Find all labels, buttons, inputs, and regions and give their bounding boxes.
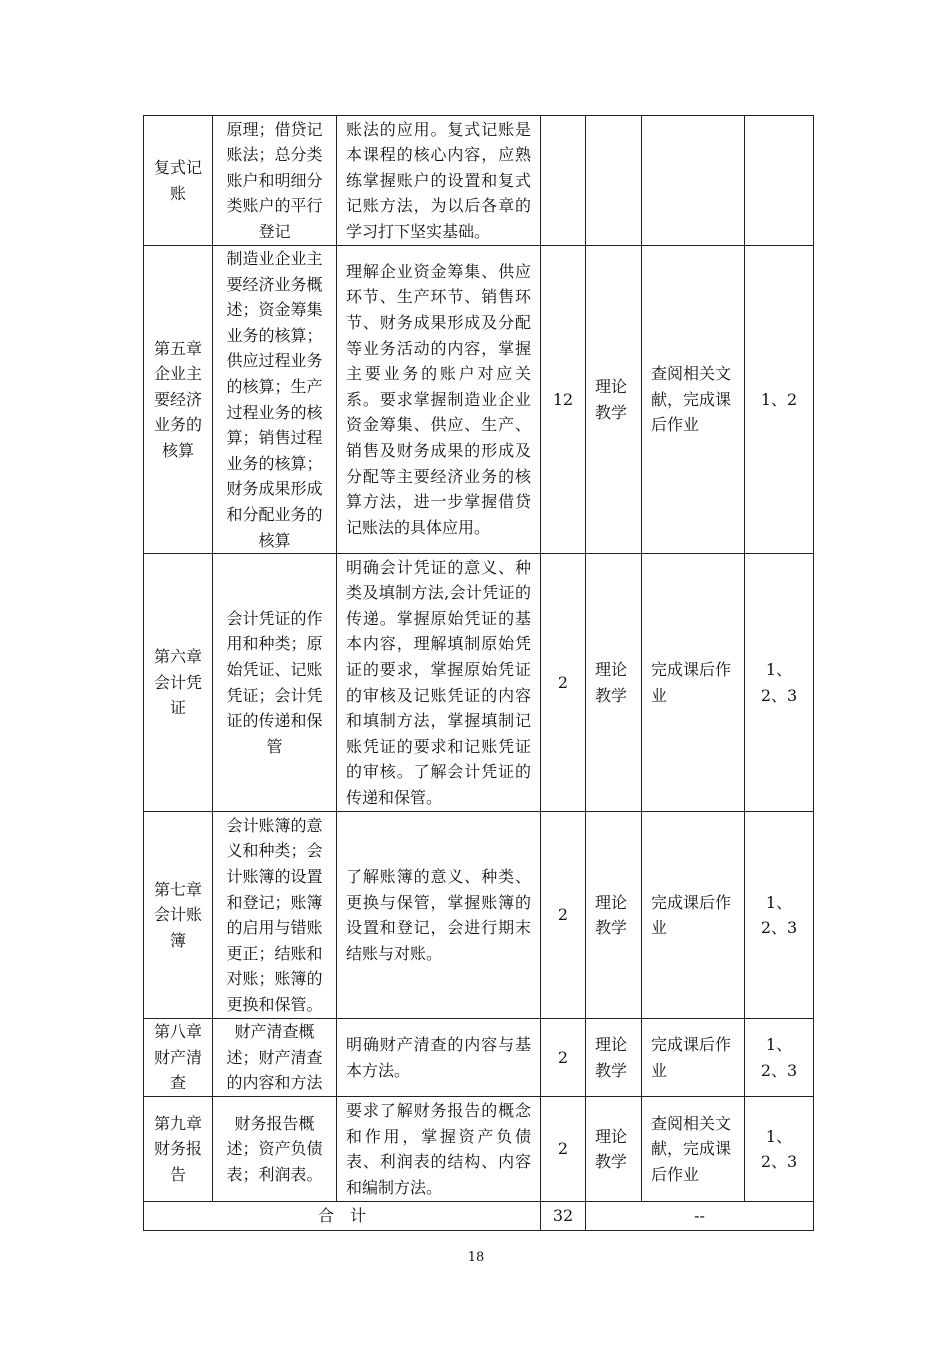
topics-cell: 财产清查概述；财产清查的内容和方法 [213,1019,337,1097]
hours-cell [541,116,586,246]
assignment-cell: 完成课后作业 [642,554,745,812]
table-row [144,116,814,246]
assignment-cell: 查阅相关文献，完成课后作业 [642,1097,745,1202]
assignment-cell: 查阅相关文献，完成课后作业 [642,246,745,554]
table-row [144,246,814,554]
objectives-cell: 1、2 [745,246,814,554]
topics-cell: 制造业企业主要经济业务概述；资金筹集业务的核算；供应过程业务的核算；生产过程业务的核算；销售过程业务的核算；财务成果形成和分配业务的核算 [213,246,337,554]
objectives-cell [745,116,814,246]
objectives-cell: 1、2、3 [745,1019,814,1097]
method-cell: 理论教学 [586,1097,642,1202]
method-cell: 理论教学 [586,246,642,554]
table-row [144,812,814,1019]
method-cell: 理论教学 [586,1019,642,1097]
topics-cell: 会计凭证的作用和种类；原始凭证、记账凭证；会计凭证的传递和保管 [213,554,337,812]
requirements-cell: 明确会计凭证的意义、种类及填制方法,会计凭证的传递。掌握原始凭证的基本内容，理解填制原始凭证的要求，掌握原始凭证的审核及记账凭证的内容和填制方法，掌握填制记账凭证的要求和记账凭证的审核。了解会计凭证的传递和保管。 [337,554,541,812]
table-row [144,1019,814,1097]
total-row [144,1202,814,1231]
hours-cell: 12 [541,246,586,554]
method-cell: 理论教学 [586,812,642,1019]
requirements-cell: 理解企业资金筹集、供应环节、生产环节、销售环节、财务成果形成及分配等业务活动的内容，掌握主要业务的账户对应关系。要求掌握制造业企业资金筹集、供应、生产、销售及财务成果的形成及分配等主要经济业务的核算方法，进一步掌握借贷记账法的具体应用。 [337,246,541,554]
chapter-cell: 第八章财产清查 [144,1019,213,1097]
objectives-cell: 1、2、3 [745,554,814,812]
topics-cell: 财务报告概述；资产负债表；利润表。 [213,1097,337,1202]
syllabus-table [143,115,814,1231]
objectives-cell: 1、2、3 [745,812,814,1019]
hours-cell: 2 [541,812,586,1019]
page-number: 18 [467,1250,485,1265]
topics-cell: 会计账簿的意义和种类；会计账簿的设置和登记；账簿的启用与错账更正；结账和对账；账簿的更换和保管。 [213,812,337,1019]
method-cell: 理论教学 [586,554,642,812]
requirements-cell: 要求了解财务报告的概念和作用，掌握资产负债表、利润表的结构、内容和编制方法。 [337,1097,541,1202]
chapter-cell: 复式记账 [144,116,213,246]
requirements-cell: 明确财产清查的内容与基本方法。 [337,1019,541,1097]
hours-cell: 2 [541,554,586,812]
objectives-cell: 1、2、3 [745,1097,814,1202]
total-rest: -- [586,1202,814,1231]
chapter-cell: 第五章企业主要经济业务的核算 [144,246,213,554]
assignment-cell: 完成课后作业 [642,812,745,1019]
chapter-cell: 第九章财务报告 [144,1097,213,1202]
hours-cell: 2 [541,1097,586,1202]
assignment-cell: 完成课后作业 [642,1019,745,1097]
table-row [144,1097,814,1202]
total-label: 合 计 [144,1202,541,1231]
hours-cell: 2 [541,1019,586,1097]
requirements-cell: 了解账簿的意义、种类、更换与保管，掌握账簿的设置和登记，会进行期末结账与对账。 [337,812,541,1019]
requirements-cell: 账法的应用。复式记账是本课程的核心内容，应熟练掌握账户的设置和复式记账方法，为以后各章的学习打下坚实基础。 [337,116,541,246]
method-cell [586,116,642,246]
chapter-cell: 第六章会计凭证 [144,554,213,812]
chapter-cell: 第七章会计账簿 [144,812,213,1019]
assignment-cell [642,116,745,246]
topics-cell: 原理；借贷记账法；总分类账户和明细分类账户的平行登记 [213,116,337,246]
total-hours: 32 [541,1202,586,1231]
table-row [144,554,814,812]
